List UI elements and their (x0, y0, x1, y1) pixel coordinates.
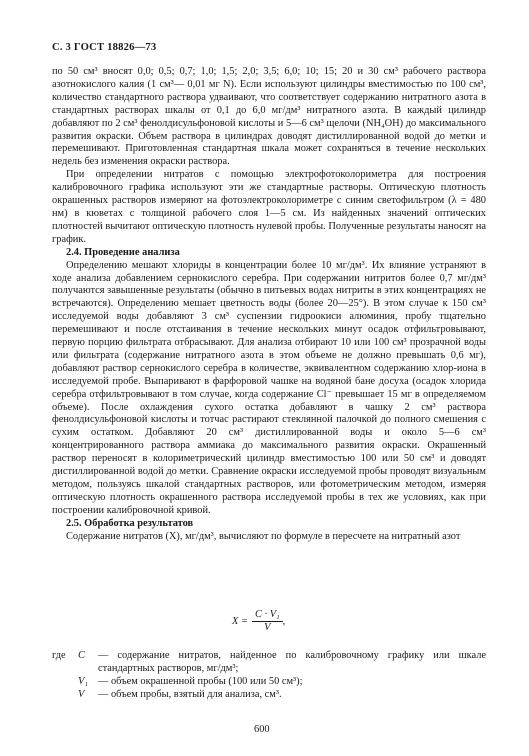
body-text (52, 66, 486, 544)
definition-row (52, 650, 486, 676)
definition-lead (52, 689, 78, 702)
section-heading-results: 2.5. Обработка результатов (66, 517, 194, 529)
page-number: 600 (254, 724, 270, 735)
formula-lhs: X = (232, 616, 248, 627)
paragraph-results: Содержание нитратов (X), мг/дм³, вычисляют по формуле в пересчете на нитратный азот (66, 530, 461, 542)
formula-fraction (252, 609, 283, 634)
definition-symbol: V (78, 688, 85, 700)
definition-text: — содержание нитратов, найденное по калибровочному графику или шкале стандартных растворов, мг/дм³; (98, 650, 486, 674)
definition-symbol: C (78, 650, 85, 661)
definition-text: — объем пробы, взятый для анализа, см³. (98, 688, 282, 700)
definition-lead: где (52, 650, 66, 661)
definition-row (52, 689, 486, 702)
formula-tail: , (282, 616, 286, 627)
paragraph-analysis: Определению мешают хлориды в концентрации более 10 мг/дм³. Их влияние устраняют в ходе анализа добавлением сернокислого серебра. При содержании нитритов более 0,7 мг/дм³ получаются завышенные результаты (обычно в питьевых водах нитриты в этих концентрациях не встречаются). Определению мешает цветность воды (более 20—25°). В этом случае к 150 см³ исследуемой воды добавляют 3 см³ суспензии гидроокиси алюминия, пробу тщательно перемешивают и после отстаивания в течение нескольких минут осадок отфильтровывают, первую порцию фильтрата отбрасывают. Для анализа отбирают 10 или 100 см³ прозрачной воды или фильтрата (содержание нитратного азота в этом объеме не должно превышать 0,6 мг), добавляют раствор сернокислого серебра в количестве, эквивалентном содержанию хлор-иона в исследуемой пробе. Выпаривают в фарфоровой чашке на водяной бане досуха (осадок хлорида серебра отфильтровывают в том случае, когда содержание Cl⁻ превышает 15 мг в определяемом объеме). После охлаждения сухого остатка добавляют в чашку 2 см³ раствора фенолдисульфоновой кислоты и тотчас растирают стеклянной палочкой до полного смешения с сухим остатком. Добавляют 20 см³ дистиллированной воды и около 5—6 см³ концентрированного раствора аммиака до максимального развития окраски. Окрашенный раствор переносят в колориметрический цилиндр вместимостью 100 или 50 см³ и доводят дистиллированной водой до метки. Сравнение окраски исследуемой пробы проводят визуальным методом, пользуясь шкалой стандартных растворов, или фотометрическим методом, измеряя оптическую плотность окрашенного раствора исследуемой пробы в тех же условиях, как при построении калибровочной кривой. (52, 259, 486, 516)
definition-symbol: V₁ (78, 675, 88, 687)
definition-lead (52, 676, 78, 689)
page-header: С. 3 ГОСТ 18826—73 (52, 42, 157, 53)
definition-row (52, 676, 486, 689)
paragraph-calibration: При определении нитратов с помощью электрофотоколориметра для построения калибровочного графика используют эти же стандартные растворы. Оптическую плотность окрашенных растворов измеряют на фотоэлектроколориметре с синим светофильтром (λ = 480 нм) в кюветах с толщиной рабочего слоя 1—5 см. Из найденных значений оптических плотностей вычитают оптическую плотность нулевой пробы. Полученные результаты наносят на график. (52, 169, 486, 245)
variable-definitions (52, 650, 486, 702)
formula-numerator: C · V₁ (252, 609, 283, 622)
section-heading-analysis: 2.4. Проведение анализа (66, 246, 180, 258)
formula (232, 609, 285, 634)
paragraph-standard-scale: по 50 см³ вносят 0,0; 0,5; 0,7; 1,0; 1,5; 2,0; 3,5; 6,0; 10; 15; 20 и 30 см³ рабочего раствора азотнокислого калия (1 см³— 0,01 мг N). Если используют цилиндры вместимостью по 100 см³, количество стандартного раствора удваивают, что соответствует содержанию нитратного азота в стандартных растворах шкалы от 0,1 до 6,0 мг/дм³ нитратного азота. В каждый цилиндр добавляют по 2 см³ фенолдисульфоновой кислоты и 5—6 см³ щелочи (NH₄OH) до максимального развития окраски. Объем раствора в цилиндрах доводят дистиллированной водой до метки и перемешивают. Приготовленная стандартная шкала может сохраняться в течение нескольких недель без изменения окраски раствора. (52, 66, 486, 168)
formula-denominator: V (264, 622, 271, 633)
definition-text: — объем окрашенной пробы (100 или 50 см³); (98, 675, 303, 687)
